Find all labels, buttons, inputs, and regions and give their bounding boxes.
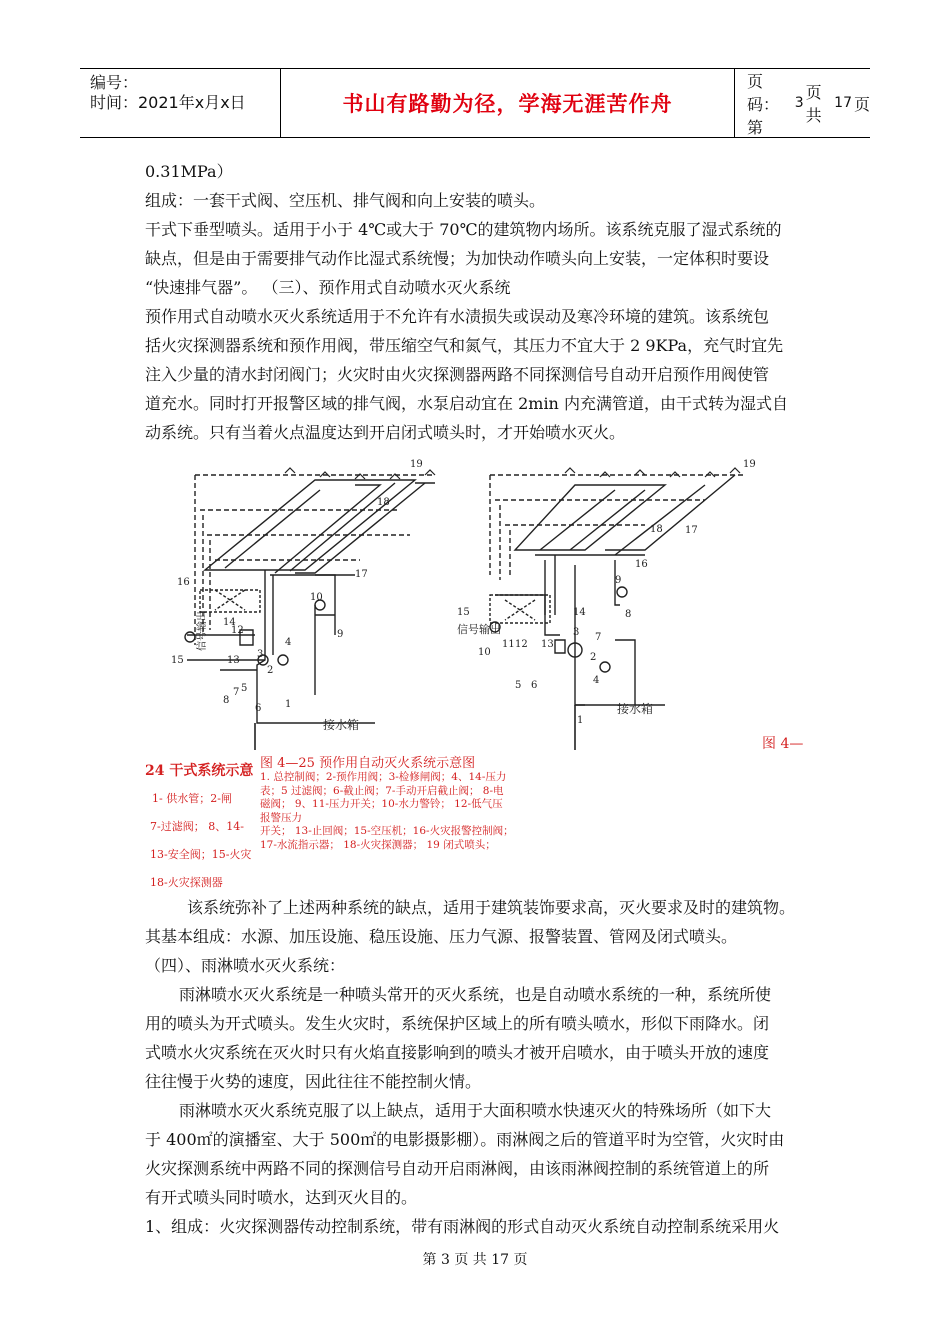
sprinkler-diagram <box>145 455 820 755</box>
body-top <box>145 157 815 447</box>
paragraph-line: 往往慢于火势的速度，因此往往不能控制火情。 <box>145 1072 482 1091</box>
paragraph-line: 括火灾探测器系统和预作用阀，带压缩空气和氮气，其压力不宜大于 2 9KPa，充气时宜先 <box>145 336 784 355</box>
signal-output-right: 信号输出 <box>457 623 501 636</box>
diagram-label: 13 <box>541 639 554 650</box>
paragraph-line: 该系统弥补了上述两种系统的缺点，适用于建筑装饰要求高，灭火要求及时的建筑物。 <box>187 898 796 917</box>
diagram-label: 3 <box>573 627 580 638</box>
diagram-label: 10 <box>310 592 323 603</box>
diagram-label: 18 <box>650 524 663 535</box>
paragraph-line: 雨淋喷水灭火系统克服了以上缺点，适用于大面积喷水快速灭火的特殊场所（如下大 <box>179 1101 772 1120</box>
diagram-label: 6 <box>531 680 538 691</box>
diagram-label: 2 <box>267 665 274 676</box>
diagram-label: 9 <box>615 575 622 586</box>
paragraph-line: 道充水。同时打开报警区域的排气阀，水泵启动宜在 2min 内充满管道，由干式转为湿式自 <box>145 394 788 413</box>
diagram-label: 7 <box>595 632 602 643</box>
page-total: 17 <box>834 95 852 111</box>
footer-mid: 页 共 <box>454 1252 487 1268</box>
footer-total: 17 <box>491 1252 510 1268</box>
paragraph-line: 动系统。只有当着火点温度达到开启闭式喷头时，才开始喷水灭火。 <box>145 423 626 442</box>
diagram-label: 15 <box>457 607 470 618</box>
diagram-label: 12 <box>231 625 244 636</box>
water-tank-right: 接水箱 <box>617 702 654 716</box>
diagram-label: 9 <box>337 629 344 640</box>
diagram-label: 17 <box>355 569 368 580</box>
date-label: 时间：2021年x月x日 <box>90 93 246 112</box>
caption-dry-title: 24 干式系统示意 <box>145 763 254 779</box>
diagram-label: 19 <box>743 459 756 470</box>
diagram-label: 12 <box>515 639 528 650</box>
serial-label: 编号： <box>90 73 139 92</box>
signal-output-left: 信号输出 <box>197 611 208 651</box>
page-mid: 页 共 <box>805 83 822 125</box>
diagram-label: 3 <box>257 649 264 660</box>
caption-preaction-line: 表；5 过滤阀；6-截止阀；7-手动开启截止阀； 8-电 <box>260 784 504 797</box>
paragraph-line: 组成：一套干式阀、空压机、排气阀和向上安装的喷头。 <box>145 191 546 210</box>
caption-preaction-line: 1. 总控制阀；2-预作用阀；3-检修闸阀；4、14-压力 <box>260 771 507 783</box>
diagram-label: 16 <box>635 559 648 570</box>
diagram-label: 14 <box>223 617 236 628</box>
diagram-label: 4 <box>285 637 292 648</box>
caption-preaction-body <box>260 771 550 852</box>
header-page-info <box>735 69 870 137</box>
caption-preaction-line: 报警压力 <box>260 811 302 824</box>
diagram-label: 15 <box>171 655 184 666</box>
diagram-label: 1 <box>285 699 292 710</box>
footer-page: 3 <box>440 1252 450 1268</box>
footer-suffix: 页 <box>513 1252 528 1268</box>
paragraph-line: 其基本组成：水源、加压设施、稳压设施、压力气源、报警装置、管网及闭式喷头。 <box>145 927 738 946</box>
header-motto: 书山有路勤为径，学海无涯苦作舟 <box>280 69 735 137</box>
paragraph-line: 缺点，但是由于需要排气动作比湿式系统慢；为加快动作喷头向上安装，一定体积时要设 <box>145 249 770 268</box>
paragraph-line: 式喷水火灾系统在灭火时只有火焰直接影响到的喷头才被开启喷水，由于喷头开放的速度 <box>145 1043 770 1062</box>
caption-dry-line: 13-安全阀；15-火灾 <box>150 848 252 861</box>
page-footer <box>0 1249 950 1269</box>
diagram-label: 7 <box>233 687 240 698</box>
caption-dry-line: 7-过滤阀； 8、14- <box>150 820 244 833</box>
paragraph-line: 0.31MPa） <box>145 162 233 181</box>
page-current: 3 <box>794 95 804 111</box>
footer-prefix: 第 <box>422 1252 437 1268</box>
paragraph-line: 干式下垂型喷头。适用于小于 4℃或大于 70℃的建筑物内场所。该系统克服了湿式系统的 <box>145 220 782 239</box>
paragraph-line: 注入少量的清水封闭阀门；火灾时由火灾探测器两路不同探测信号自动开启预作用阀使管 <box>145 365 770 384</box>
figure-ref-right: 图 4— <box>762 736 804 752</box>
diagram-label: 1 <box>577 715 584 726</box>
paragraph-line: 用的喷头为开式喷头。发生火灾时，系统保护区域上的所有喷头喷水，形似下雨降水。闭 <box>145 1014 770 1033</box>
diagram-label: 16 <box>177 577 190 588</box>
diagram-label: 18 <box>377 497 390 508</box>
paragraph-line: 火灾探测系统中两路不同的探测信号自动开启雨淋阀，由该雨淋阀控制的系统管道上的所 <box>145 1159 770 1178</box>
page-suffix: 页 <box>853 94 870 114</box>
body-bottom <box>145 893 815 1241</box>
diagram-label: 5 <box>241 683 248 694</box>
paragraph-line: 有开式喷头同时喷水，达到灭火目的。 <box>145 1188 418 1207</box>
paragraph-line: （四）、雨淋喷水灭火系统： <box>145 956 346 975</box>
diagram-label: 10 <box>478 647 491 658</box>
diagram-label: 14 <box>573 607 586 618</box>
diagram-label: 11 <box>502 639 515 650</box>
diagram-label: 6 <box>255 703 262 714</box>
caption-preaction-title: 图 4—25 预作用自动灭火系统示意图 <box>260 756 476 771</box>
paragraph-line: 预作用式自动喷水灭火系统适用于不允许有水渍损失或误动及寒冷环境的建筑。该系统包 <box>145 307 770 326</box>
diagram-label: 5 <box>515 680 522 691</box>
caption-preaction-line: 磁阀； 9、11-压力开关；10-水力警铃； 12-低气压 <box>260 798 503 810</box>
diagram-label: 8 <box>223 695 230 706</box>
caption-dry-line: 1- 供水管；2-闸 <box>152 792 232 805</box>
water-tank-left: 接水箱 <box>323 718 360 732</box>
caption-dry-line: 18-火灾探测器 <box>150 876 223 889</box>
diagram-label: 17 <box>685 525 698 536</box>
diagram-label: 8 <box>625 609 632 620</box>
system-diagrams <box>145 455 820 755</box>
diagram-label: 13 <box>227 655 240 666</box>
paragraph-line: 雨淋喷水灭火系统是一种喷头常开的灭火系统，也是自动喷水系统的一种，系统所使 <box>179 985 772 1004</box>
paragraph-line: 1、组成：火灾探测器传动控制系统，带有雨淋阀的形式自动灭火系统自动控制系统采用火 <box>145 1217 780 1236</box>
diagram-label: 4 <box>593 675 600 686</box>
caption-preaction-line: 开关； 13-止回阀；15-空压机；16-火灾报警控制阀； <box>260 825 514 837</box>
page-header <box>80 68 870 138</box>
page-prefix: 页码：第 <box>747 71 780 137</box>
paragraph-line: 于 400㎡的演播室、大于 500㎡的电影摄影棚）。雨淋阀之后的管道平时为空管，火灾时由 <box>145 1130 785 1149</box>
diagram-label: 2 <box>590 652 597 663</box>
header-meta <box>80 69 280 137</box>
paragraph-line: “快速排气器”。 （三）、预作用式自动喷水灭火系统 <box>145 278 511 297</box>
diagram-label: 19 <box>410 459 423 470</box>
caption-preaction-line: 17-水流指示器； 18-火灾探测器； 19 闭式喷头； <box>260 838 496 851</box>
